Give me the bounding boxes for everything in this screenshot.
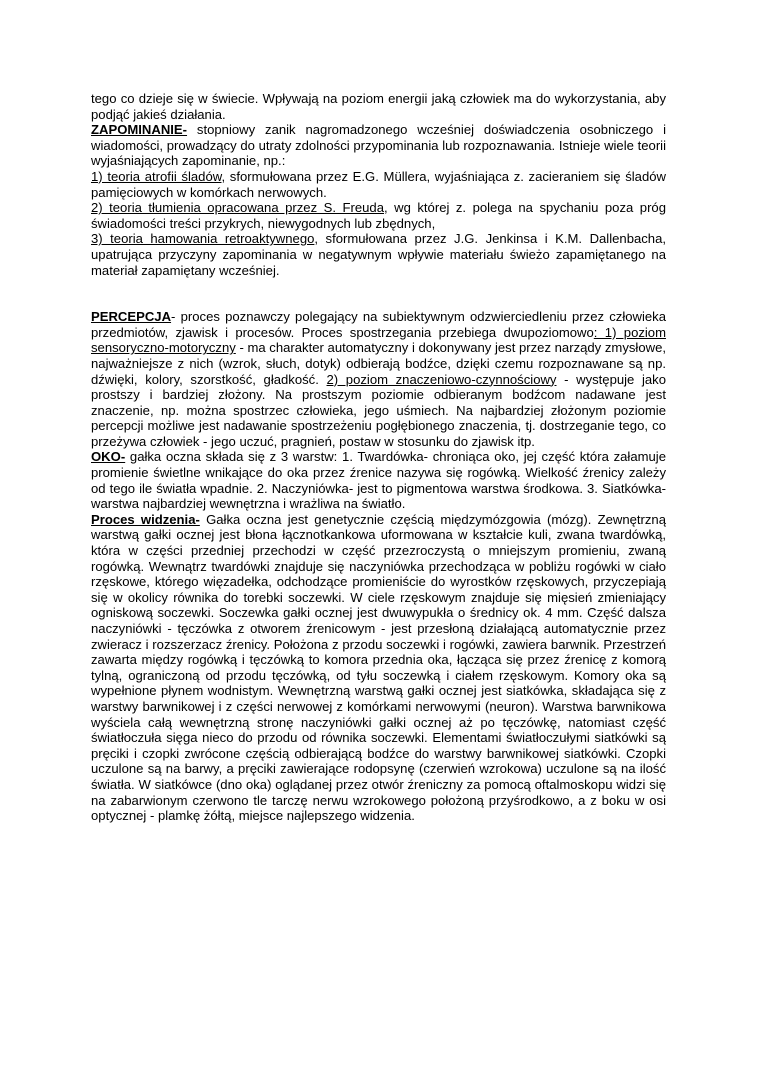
proces-widzenia-text: Gałka oczna jest genetycznie częścią międzymózgowia (mózg). Zewnętrzną warstwą gałki ocznej jest błona łącznotkankowa uformowana w kształcie kuli, zwana twardówką, która w części przedniej przechodzi w część przezroczystą o mniejszym promieniu, zwaną rogówką. Wewnątrz twardówki znajduje się naczyniówka przechodząca w pobliżu rogówki w ciało rzęskowe, którego więzadełka, odchodzące promieniście do wyrostków rzęskowych, przyczepiają się w okolicy równika do torebki soczewki. W ciele rzęskowym znajduje się mięsień zmieniający ogniskową soczewki. Soczewka gałki ocznej jest dwuwypukła o średnicy ok. 4 mm. Część dalsza naczyniówki - tęczówka z otworem źrenicowym - jest przesłoną działającą automatycznie przez zwieracz i rozszerzacz źrenicy. Położona z przodu soczewki i rogówki, zawiera barwnik. Przestrzeń zawarta między rogówką i tęczówką to komora przednia oka, łącząca się przez źrenicę z komorą tylną, ograniczoną od przodu tęczówką, od tyłu soczewką i ciałem rzęskowym. Komory oka są wypełnione płynem wodnistym. Wewnętrzną warstwą gałki ocznej jest siatkówka, składająca się z warstwy barwnikowej i z części nerwowej z komórkami nerwowymi (neuron). Warstwa barwnikowa wyściela całą wewnętrzną stronę naczyniówki gałki ocznej aż po tęczówkę, natomiast część światłoczuła sięga nieco do przodu od równika soczewki. Elementami światłoczułymi siatkówki są pręciki i czopki zwrócone częścią odbierającą bodźce do warstwy barwnikowej siatkówki. Czopki uczulone są na barwy, a pręciki zawierające rodopsynę (czerwień wzrokowa) uczulone są na ilość światła. W siatkówce (dno oka) oglądanej przez otwór źreniczny za pomocą oftalmoskopu widzi się na zabarwionym czerwono tle tarczę nerwu wzrokowego położoną przyśrodkowo, a z boku w osi optycznej - plamkę żółtą, miejsce najlepszego widzenia. — [91, 511, 666, 824]
document-body — [91, 91, 666, 824]
term-percepcja: PERCEPCJA — [91, 309, 172, 325]
oko-text: gałka oczna składa się z 3 warstw: 1. Twardówka- chroniąca oko, jej część która załamuje promienie świetlne wnikające do oka przez źrenice nazywa się rogówką. Wielkość źrenicy zależy od tego ile światła wpadnie. 2. Naczyniówka- jest to pigmentowa warstwa środkowa. 3. Siatkówka- warstwa najbardziej wewnętrzna i wrażliwa na światło. — [91, 449, 666, 512]
section-spacer — [91, 278, 666, 309]
percepcja-level-2-link[interactable]: 2) poziom znaczeniowo-czynnościowy — [326, 371, 557, 387]
paragraph-zapominanie — [91, 122, 666, 169]
paragraph-proces-widzenia — [91, 512, 666, 824]
theory-2-text: , wg której z. polega na spychaniu poza próg świadomości treści przykrych, niewygodnych lub zbędnych, — [91, 200, 666, 231]
term-zapominanie: ZAPOMINANIE- — [91, 122, 188, 138]
paragraph-oko — [91, 449, 666, 511]
zapominanie-text: stopniowy zanik nagromadzonego wcześniej doświadczenia osobniczego i wiadomości, prowadzący do utraty zdolności przypominania lub rozpoznawania. Istnieje wiele teorii wyjaśniających zapominanie, np.: — [91, 122, 666, 169]
paragraph-percepcja — [91, 309, 666, 449]
theory-3-link[interactable]: 3) teoria hamowania retroaktywnego — [91, 231, 315, 247]
percepcja-level-1-link[interactable]: : 1) poziom sensoryczno-motoryczny — [91, 324, 666, 356]
theory-1-link[interactable]: 1) teoria atrofii śladów — [91, 168, 222, 184]
percepcja-text-2: - ma charakter automatyczny i dokonywany jest przez narządy zmysłowe, najważniejsze z nich (wzrok, słuch, dotyk) odbierają bodźce, dzięki czemu rozpoznawane są np. dźwięki, kolory, szorstkość, gładkość. — [91, 340, 666, 387]
paragraph-theory-1 — [91, 169, 666, 200]
theory-2-link[interactable]: 2) teoria tłumienia opracowana przez S. Freuda — [91, 200, 384, 216]
theory-3-text: , sformułowana przez J.G. Jenkinsa i K.M. Dallenbacha, upatrująca przyczyny zapominania w negatywnym wpływie materiału świeżo zapamiętanego na materiał zapamiętany wcześniej. — [91, 231, 667, 278]
term-proces-widzenia: Proces widzenia- — [91, 511, 200, 527]
percepcja-text-1: - proces poznawczy polegający na subiektywnym odzwierciedleniu przez człowieka przedmiotów, zjawisk i procesów. Proces spostrzegania przebiega dwupoziomowo — [91, 309, 666, 340]
percepcja-text-3: - występuje jako prostszy i bardziej złożony. Na prostszym poziomie odbieranym bodźcom nadawane jest znaczenie, np. można spostrzec człowieka, jego uśmiech. Na najbardziej złożonym poziomie percepcji możliwe jest nadawanie spostrzeżeniu pogłębionego znaczenia, tj. dostrzeganie tego, co przeżywa człowiek - jego uczuć, pragnień, postaw w stosunku do zjawisk itp. — [91, 371, 666, 449]
paragraph-theory-3 — [91, 231, 666, 278]
theory-1-text: , sformułowana przez E.G. Müllera, wyjaśniająca z. zacieraniem się śladów pamięciowych w komórkach nerwowych. — [91, 168, 666, 200]
paragraph-intro: tego co dzieje się w świecie. Wpływają na poziom energii jaką człowiek ma do wykorzystania, aby podjąć jakieś działania. — [91, 91, 666, 122]
paragraph-theory-2 — [91, 200, 666, 231]
term-oko: OKO- — [91, 449, 126, 465]
